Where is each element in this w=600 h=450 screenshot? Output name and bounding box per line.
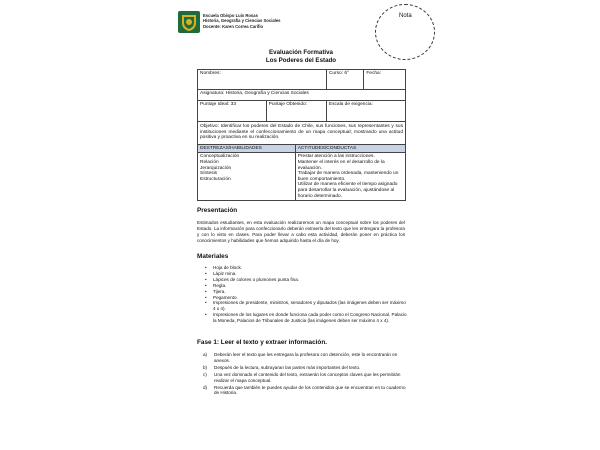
- materiales-heading: Materiales: [197, 253, 229, 260]
- actitud-item: Utilizar de manera eficiente el tiempo asignado para desarrollar la evaluación, ajustándose al horario determinado.: [297, 182, 398, 199]
- school-info: [203, 13, 281, 29]
- list-item: • Regla.: [213, 283, 408, 289]
- list-item: [203, 365, 406, 371]
- school-crest-icon: [178, 11, 200, 33]
- evaluation-subtitle: Los Poderes del Estado: [265, 57, 337, 64]
- school-teacher: Docente: Karen Correa Carifio: [203, 23, 264, 29]
- nombres-field[interactable]: Nombres:: [198, 70, 327, 90]
- destrezas-header: DESTREZAS/HABILIDADES: [198, 144, 296, 153]
- presentacion-text: Estimados estudiantes, en esta evaluación realizaremos un mapa conceptual sobre los poderes del Estado. La información para confeccionarlo deberán extraerla del texto que les entregara la profesora y con lo visto en clases. Para poder llevar a cabo esta actividad, deberán poner en práctica los conocimientos y habilidades que hemos adquirido hasta el día de hoy.: [197, 220, 405, 243]
- escala-field: Escala de exigencia:: [326, 101, 405, 122]
- list-item: [203, 385, 406, 397]
- evaluation-info-table: [197, 69, 406, 201]
- fase1-list: [203, 352, 406, 397]
- fecha-field[interactable]: Fecha:: [364, 70, 406, 90]
- list-item: • Impresiones de presidente, ministros, senadores y diputados (las imágenes deben ser máximo 4 x 4).: [213, 300, 408, 312]
- list-marker: d): [203, 384, 208, 390]
- school-name: Escuela Obispo Luis Rosas: [203, 13, 258, 18]
- actitud-item: Trabajar de manera ordenada, manteniendo un buen comportamiento.: [297, 171, 399, 182]
- list-marker: c): [203, 371, 207, 377]
- grade-label: Nota: [399, 13, 412, 19]
- list-item: • Tijera.: [213, 289, 408, 295]
- list-item: • Lápices de colores o plumones punta fina.: [213, 277, 408, 283]
- destreza-item: Síntesis: [200, 171, 218, 177]
- actitud-item: Prestar atención a las instrucciones.: [297, 154, 375, 160]
- objetivo-field: Objetivo: Identificar los poderes del Estado de Chile, sus funciones, sus representantes y sus instituciones mediante el confeccionamiento de un mapa conceptual; mostrando una actitud positiva y proactiva en su realización.: [198, 122, 406, 145]
- curso-field: Curso: 6°: [326, 70, 363, 90]
- list-item: [203, 352, 406, 364]
- school-subject: Historia, Geografía y Ciencias Sociales: [203, 18, 281, 24]
- list-text: Después de la lectura, subrayaran las partes más importantes del texto.: [214, 364, 361, 370]
- destreza-item: Relación: [200, 159, 219, 165]
- asignatura-field: Asignatura: Historia, Geografía y Ciencias Sociales: [198, 90, 406, 101]
- list-item: • Pegamento.: [213, 295, 408, 301]
- list-item: • Impresiones de los lugares en donde funciona cada poder como el Congreso Nacional, Palacio la Moneda, Palacios de Tribunales de Justicia (las imágenes deben ser máximo 4 x 4).: [213, 312, 408, 324]
- presentacion-heading: Presentación: [197, 207, 238, 214]
- list-text: Recuerda que también te puedes ayudar de los contenidos que se encuentran en tu cuaderno de Historia.: [214, 384, 406, 396]
- destreza-item: Conceptualización: [200, 154, 240, 160]
- puntaje-obtenido-field[interactable]: Puntaje Obtenido:: [266, 101, 326, 122]
- destreza-item: Jerarquización: [200, 165, 232, 171]
- list-item: • Lápiz mina.: [213, 271, 408, 277]
- list-item: [203, 372, 406, 384]
- destreza-item: Estructuración: [200, 176, 231, 182]
- list-marker: b): [203, 364, 208, 370]
- list-text: Una vez dominado el contenido del texto, extraerán los conceptos claves que les permitirán realizar el mapa conceptual.: [214, 371, 401, 383]
- list-item: • Hoja de block.: [213, 265, 408, 271]
- actitudes-header: ACTITUDES/CONDUCTAS: [295, 144, 405, 153]
- fase1-heading: Fase 1: Leer el texto y extraer información.: [197, 339, 327, 346]
- puntaje-ideal-field: Puntaje Ideal: 33: [198, 101, 267, 122]
- materiales-list: [213, 265, 408, 324]
- actitudes-list: [295, 153, 405, 201]
- list-text: Deberán leer el texto que les entregara la profesora con detención, este lo encontrarán en anexos.: [214, 352, 398, 363]
- destrezas-list: [198, 153, 296, 201]
- list-marker: a): [203, 352, 208, 357]
- evaluation-title: Evaluación Formativa: [269, 49, 333, 56]
- actitud-item: Mantener el interés en el desarrollo de la evaluación.: [297, 159, 385, 171]
